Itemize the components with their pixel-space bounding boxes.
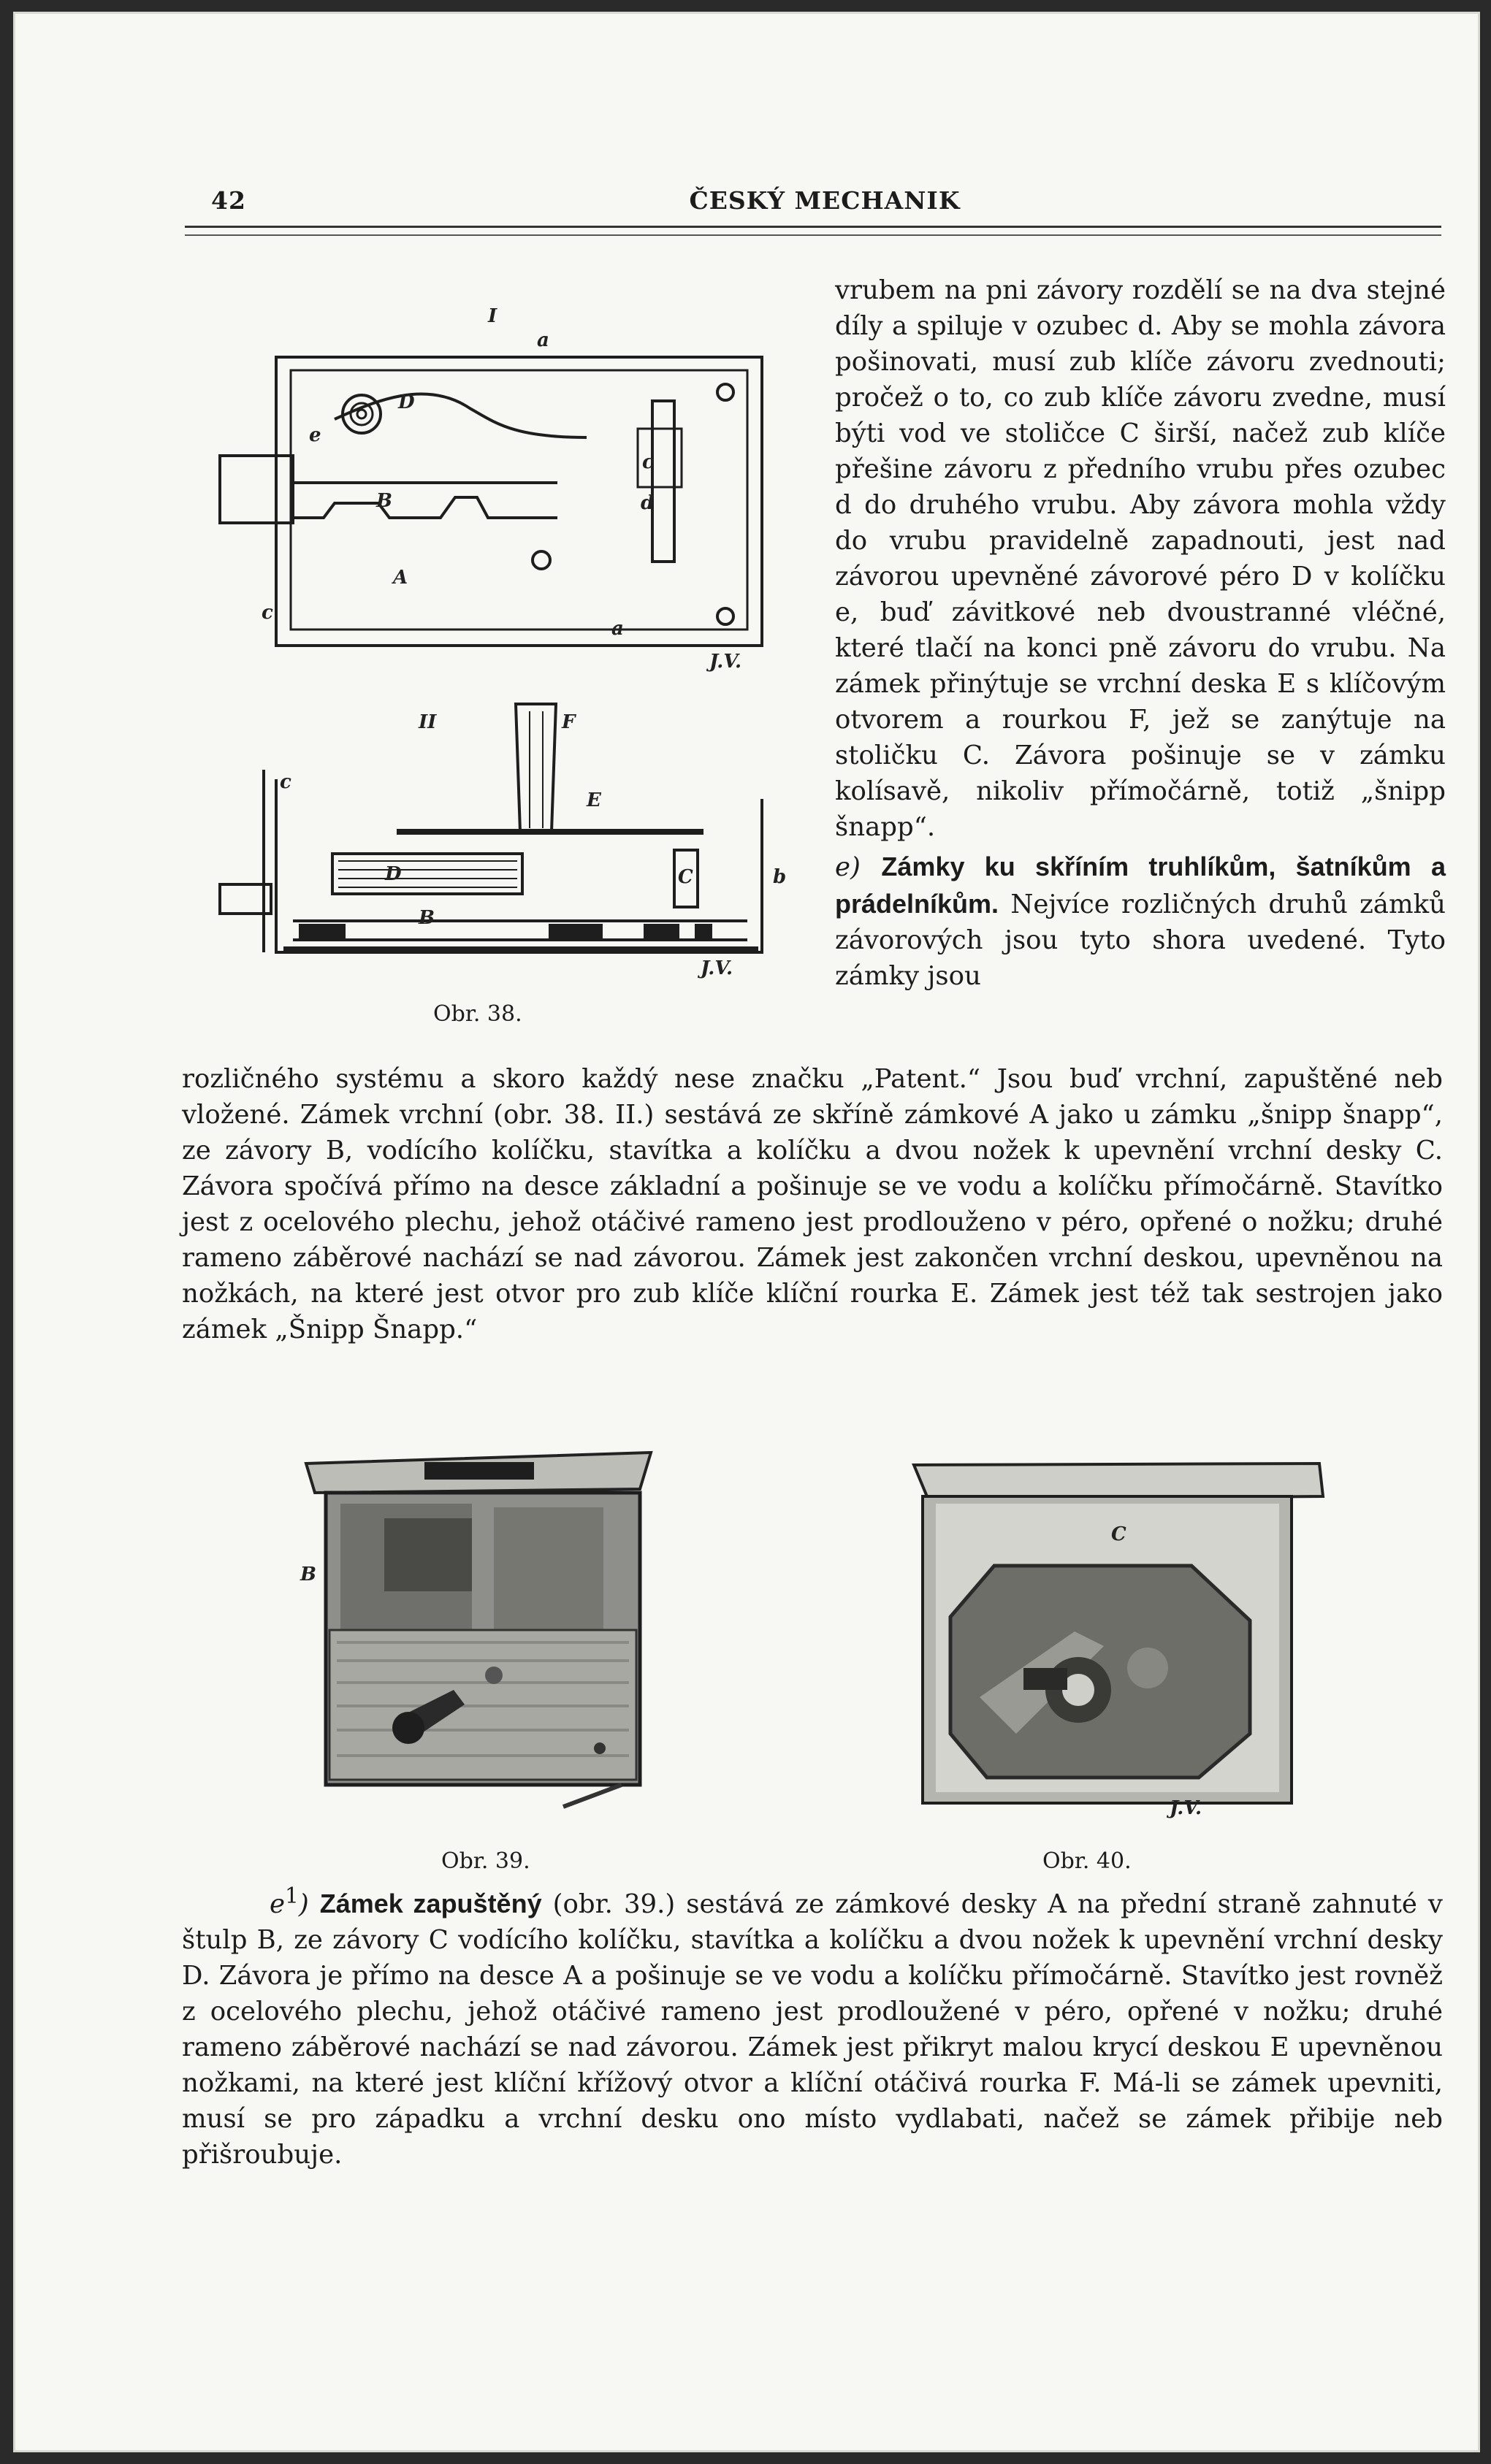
section-e1-superscript: 1: [285, 1883, 299, 1908]
fig38-label: c: [642, 451, 654, 473]
fig38-label: D: [385, 863, 402, 885]
section-e-letter: e): [835, 852, 861, 882]
fig38-label: E: [587, 789, 601, 811]
figure-38-caption: Obr. 38.: [433, 1001, 522, 1027]
page-number: 42: [211, 186, 246, 215]
section-e1-letter: e: [270, 1889, 286, 1919]
fig38-label: B: [376, 490, 392, 512]
figure-38-diagram: [207, 291, 791, 992]
fig38-label: c: [262, 602, 273, 624]
fig38-mark: J.V.: [701, 957, 733, 979]
section-e1-paren: ): [298, 1889, 309, 1919]
running-title: ČESKÝ MECHANIK: [689, 186, 961, 215]
section-e-column-lead: [835, 849, 1446, 995]
figure-40-caption: Obr. 40.: [1042, 1848, 1132, 1874]
column-paragraph: vrubem na pni závory rozdělí se na dva stejné díly a spiluje v ozubec d. Aby se mohla závora pošinovati, musí zub klíče závoru zvednouti; pročež o to, co zub klíče závoru zvedne, musí býti vod ve stoličce C širší, načež zub klíče přešine závoru z předního vrubu přes ozubec d do druhého vrubu. Aby závora mohla vždy do vrubu pravidelně zapadnouti, jest nad závorou upevněné závorové péro D v kolíčku e, buď závitkové neb dvoustranné vléčné, které tlačí na konci pně závoru do vrubu. Na zámek přinýtuje se vrchní deska E s klíčovým otvorem a rourkou F, jež se zanýtuje na stoličku C. Závora pošinuje se v zámku kolísavě, nikoliv přímočárně, totiž „šnipp šnapp“.: [835, 275, 1446, 842]
fig38-label: D: [398, 391, 415, 413]
fig38-label: B: [419, 907, 435, 929]
section-e-column-text: Nejvíce rozličných druhů zámků závorových jsou tyto shora uvedené. Tyto zámky jsou: [835, 889, 1446, 991]
fig38-view-II: II: [419, 711, 437, 733]
figure-40-photo: [907, 1456, 1330, 1829]
fig40-mark: J.V.: [1170, 1797, 1202, 1819]
fig38-view-I: I: [488, 305, 497, 327]
fig38-label: b: [773, 866, 787, 888]
fig38-label: a: [611, 618, 624, 640]
fig38-label: C: [678, 866, 693, 888]
section-e1-title: Zámek zapuštěný: [319, 1888, 542, 1918]
section-e1-text: (obr. 39.) sestává ze zámkové desky A na přední straně zahnuté v štulp B, ze závory C vodícího kolíčku, stavítka a kolíčku a dvou nožek k upevnění vrchní desky D. Závora je přímo na desce A a pošinuje se ve vodu a kolíčku přímočárně. Stavítko jest rovněž z ocelového plechu, jehož otáčivé rameno jest prodloužené v péro, opřené v nožku; druhé rameno záběrové nachází se nad závorou. Zámek jest přikryt malou krycí deskou E upevněnou nožkami, na které jest klíční křížový otvor a klíční otáčivá rourka F. Má-li se zámek upevniti, musí se pro západku a vrchní desku ono místo vydlabati, načež se zámek přibije neb přišroubuje.: [182, 1889, 1443, 2170]
fig38-label: e: [309, 424, 321, 446]
header-rule: [185, 226, 1441, 228]
fig38-label: A: [393, 567, 408, 589]
figure-39-caption: Obr. 39.: [441, 1848, 530, 1874]
fig39-label: B: [300, 1564, 316, 1585]
section-e-full-text: rozličného systému a skoro každý nese značku „Patent.“ Jsou buď vrchní, zapuštěné neb vložené. Zámek vrchní (obr. 38. II.) sestává ze skříně zámkové A jako u zámku „šnipp šnapp“, ze závory B, vodícího kolíčku, stavítka a kolíčku a dvou nožek k upevnění vrchní desky C. Závora spočívá přímo na desce základní a pošinuje se ve vodu a kolíčku přímočárně. Stavítko jest z ocelového plechu, jehož otáčivé rameno jest prodlouženo v péro, opřené o nožku; druhé rameno záběrové nachází se nad závorou. Zámek jest zakončen vrchní deskou, upevněnou na nožkách, na které jest otvor pro zub klíče klíční rourka E. Zámek jest též tak sestrojen jako zámek „Šnipp Šnapp.“: [182, 1064, 1443, 1344]
figure-39-photo: [286, 1434, 666, 1814]
fig38-label: c: [280, 771, 291, 793]
fig38-label: a: [537, 329, 549, 351]
header-rule-secondary: [185, 234, 1441, 236]
fig38-mark: J.V.: [709, 651, 742, 673]
section-e-title: Zámky ku skříním truhlíkům, šatníkům a prádelníkům.: [835, 851, 1446, 919]
fig40-label: C: [1111, 1523, 1126, 1545]
right-column: [835, 273, 1446, 995]
fig38-label: F: [562, 711, 576, 733]
fig38-label: d: [641, 492, 655, 514]
section-e1-paragraph: [182, 1881, 1443, 2173]
book-page: [13, 12, 1480, 2452]
page-header: [211, 186, 1438, 230]
